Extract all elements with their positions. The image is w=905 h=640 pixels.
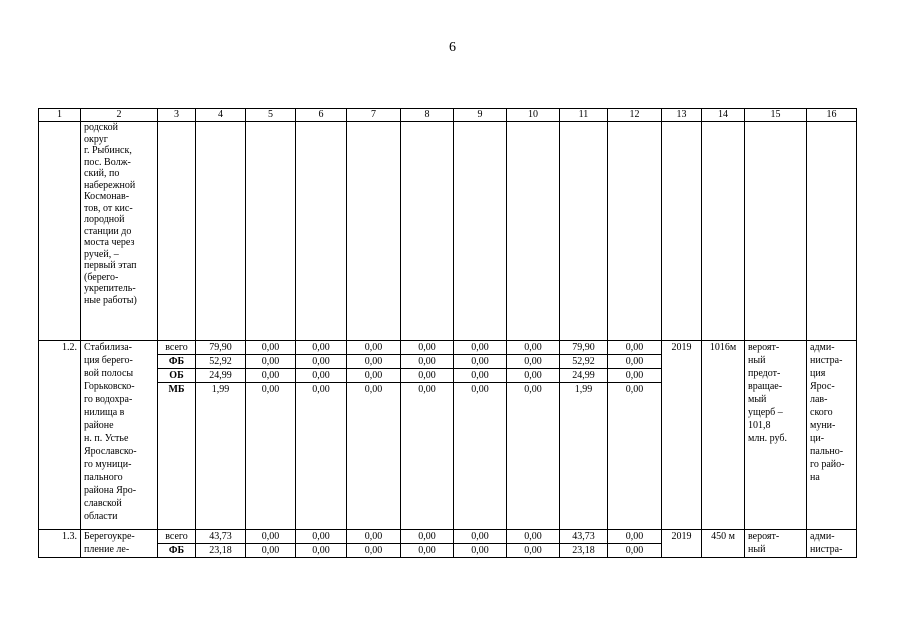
year-cell: 2019 [662,530,702,558]
column-header: 5 [246,109,296,122]
executor-cell: адми- нистра- [807,530,857,558]
column-header: 10 [507,109,560,122]
value-cell: 0,00 [454,383,507,397]
value-cell: 0,00 [246,530,296,544]
value-cell: 0,00 [401,355,454,369]
funding-source: ФБ [158,544,196,558]
length-cell: 450 м [702,530,745,558]
column-header: 2 [81,109,158,122]
value-cell: 43,73 [196,530,246,544]
value-cell: 0,00 [296,355,347,369]
value-cell: 0,00 [608,383,662,397]
value-cell: 0,00 [246,369,296,383]
effect-cell: вероят- ный [745,530,807,558]
value-cell: 1,99 [560,383,608,397]
column-header: 12 [608,109,662,122]
value-cell: 0,00 [507,341,560,355]
column-header: 13 [662,109,702,122]
value-cell: 0,00 [401,369,454,383]
value-cell: 0,00 [347,530,401,544]
value-cell: 0,00 [454,544,507,558]
item-number: 1.3. [39,530,81,558]
value-cell: 0,00 [401,530,454,544]
value-cell: 0,00 [347,355,401,369]
value-cell: 0,00 [507,383,560,397]
value-cell: 24,99 [196,369,246,383]
funding-source: всего [158,530,196,544]
value-cell: 0,00 [347,341,401,355]
value-cell: 0,00 [507,355,560,369]
value-cell: 52,92 [196,355,246,369]
value-cell: 79,90 [196,341,246,355]
value-cell: 0,00 [454,530,507,544]
value-cell: 0,00 [296,530,347,544]
value-cell: 43,73 [560,530,608,544]
column-header: 8 [401,109,454,122]
funding-table [38,108,857,558]
year-cell: 2019 [662,341,702,530]
value-cell: 0,00 [347,544,401,558]
column-header: 14 [702,109,745,122]
page-number: 6 [449,40,456,55]
column-header: 1 [39,109,81,122]
value-cell: 0,00 [608,341,662,355]
value-cell: 23,18 [560,544,608,558]
value-cell: 52,92 [560,355,608,369]
value-cell: 0,00 [246,355,296,369]
value-cell: 1,99 [196,383,246,397]
value-cell: 0,00 [296,544,347,558]
project-name: Берегоукре- пление ле- [81,530,158,558]
value-cell: 0,00 [454,341,507,355]
project-name-continued: родской округ г. Рыбинск, пос. Волж- ский, по набережной Космонав- тов, от кис- лородной станции до моста через ручей, – первый этап (берего- укрепитель- ные работы) [81,122,158,341]
funding-source: всего [158,341,196,355]
value-cell: 0,00 [296,369,347,383]
table-row [39,122,857,341]
value-cell: 0,00 [401,383,454,397]
column-header: 9 [454,109,507,122]
value-cell: 0,00 [246,544,296,558]
executor-cell: адми- нистра- ция Ярос- лав- ского муни- ци- пально- го райо- на [807,341,857,530]
column-header: 16 [807,109,857,122]
funding-source: ФБ [158,355,196,369]
value-cell: 0,00 [507,369,560,383]
value-cell: 0,00 [608,544,662,558]
value-cell: 0,00 [454,355,507,369]
table-header-row [39,109,857,122]
column-header: 7 [347,109,401,122]
funding-source: ОБ [158,369,196,383]
value-cell: 0,00 [507,530,560,544]
table-row [39,530,857,544]
value-cell: 0,00 [347,369,401,383]
value-cell: 0,00 [246,341,296,355]
value-cell: 79,90 [560,341,608,355]
value-cell: 0,00 [401,544,454,558]
column-header: 6 [296,109,347,122]
value-cell: 0,00 [608,355,662,369]
value-cell: 0,00 [454,369,507,383]
value-cell: 0,00 [347,383,401,397]
column-header: 15 [745,109,807,122]
length-cell: 1016м [702,341,745,530]
funding-source: МБ [158,383,196,397]
value-cell: 0,00 [608,530,662,544]
table-row [39,341,857,355]
value-cell: 0,00 [296,383,347,397]
value-cell: 0,00 [608,369,662,383]
value-cell: 0,00 [296,341,347,355]
effect-cell: вероят- ный предот- вращае- мый ущерб – 101,8 млн. руб. [745,341,807,530]
project-name: Стабилиза- ция берего- вой полосы Горьковско- го водохра- нилища в районе н. п. Устье Ярославско- го муници- пального района Яро- славской области [81,341,158,530]
item-number: 1.2. [39,341,81,530]
column-header: 4 [196,109,246,122]
value-cell: 0,00 [507,544,560,558]
value-cell: 24,99 [560,369,608,383]
value-cell: 0,00 [401,341,454,355]
value-cell: 0,00 [246,383,296,397]
column-header: 11 [560,109,608,122]
column-header: 3 [158,109,196,122]
value-cell: 23,18 [196,544,246,558]
